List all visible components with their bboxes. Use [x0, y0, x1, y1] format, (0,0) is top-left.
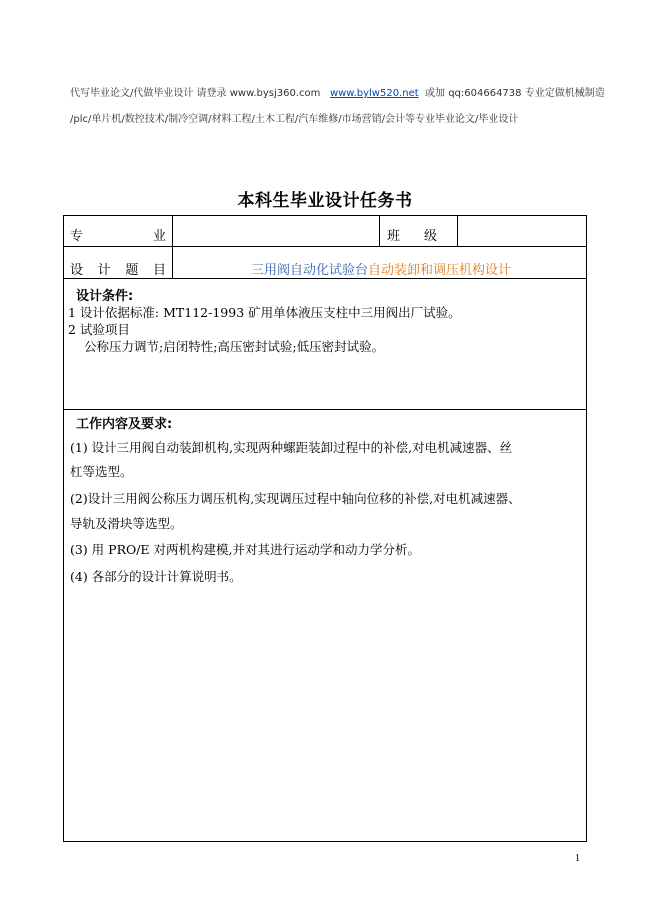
- requirement-3: (3) 用 PRO/E 对两机构建模,并对其进行运动学和动力学分析。: [70, 542, 421, 557]
- topic-label: 设 计 题 目: [70, 263, 166, 278]
- col-divider: [172, 216, 173, 278]
- row-divider: [64, 278, 586, 279]
- header-line-1: [70, 84, 605, 99]
- conditions-title: 设计条件:: [76, 289, 134, 304]
- requirements-title: 工作内容及要求:: [76, 417, 173, 432]
- requirement-2b: 导轨及滑块等选型。: [70, 516, 183, 531]
- row-divider: [64, 409, 586, 410]
- document-title: 本科生毕业设计任务书: [237, 191, 413, 211]
- conditions-line-1: 1 设计依据标准: MT112-1993 矿用单体液压支柱中三用阀出厂试验。: [68, 305, 461, 320]
- header-line-2: /plc/单片机/数控技术/制冷空调/材料工程/土木工程/汽车维修/市场营销/会计等专业毕业论文/毕业设计: [70, 114, 519, 125]
- topic-value: [174, 259, 588, 278]
- row-divider: [64, 246, 586, 247]
- header-text-post: 或加 qq:604664738 专业定做机械制造: [425, 88, 605, 99]
- requirement-1a: (1) 设计三用阀自动装卸机构,实现两种螺距装卸过程中的补偿,对电机减速器、丝: [70, 440, 513, 455]
- topic-part-1: 三用阀自动化试验台: [250, 263, 368, 278]
- requirement-2a: (2)设计三用阀公称压力调压机构,实现调压过程中轴向位移的补偿,对电机减速器、: [70, 491, 521, 506]
- page-number: 1: [575, 853, 580, 864]
- header-link[interactable]: www.bylw520.net: [329, 88, 419, 99]
- col-divider: [457, 216, 458, 246]
- conditions-line-2: 2 试验项目: [68, 322, 130, 337]
- requirement-1b: 杠等选型。: [70, 464, 133, 479]
- col-divider: [379, 216, 380, 246]
- requirement-4: (4) 各部分的设计计算说明书。: [70, 569, 242, 584]
- header-text-pre: 代写毕业论文/代做毕业设计 请登录 www.bysj360.com: [70, 88, 321, 99]
- task-table: [63, 215, 587, 842]
- conditions-line-3: 公称压力调节;启闭特性;高压密封试验;低压密封试验。: [84, 339, 385, 354]
- class-label: 班 级: [387, 229, 437, 244]
- major-label: 专 业: [70, 229, 166, 244]
- topic-part-2: 自动装卸和调压机构设计: [368, 263, 512, 278]
